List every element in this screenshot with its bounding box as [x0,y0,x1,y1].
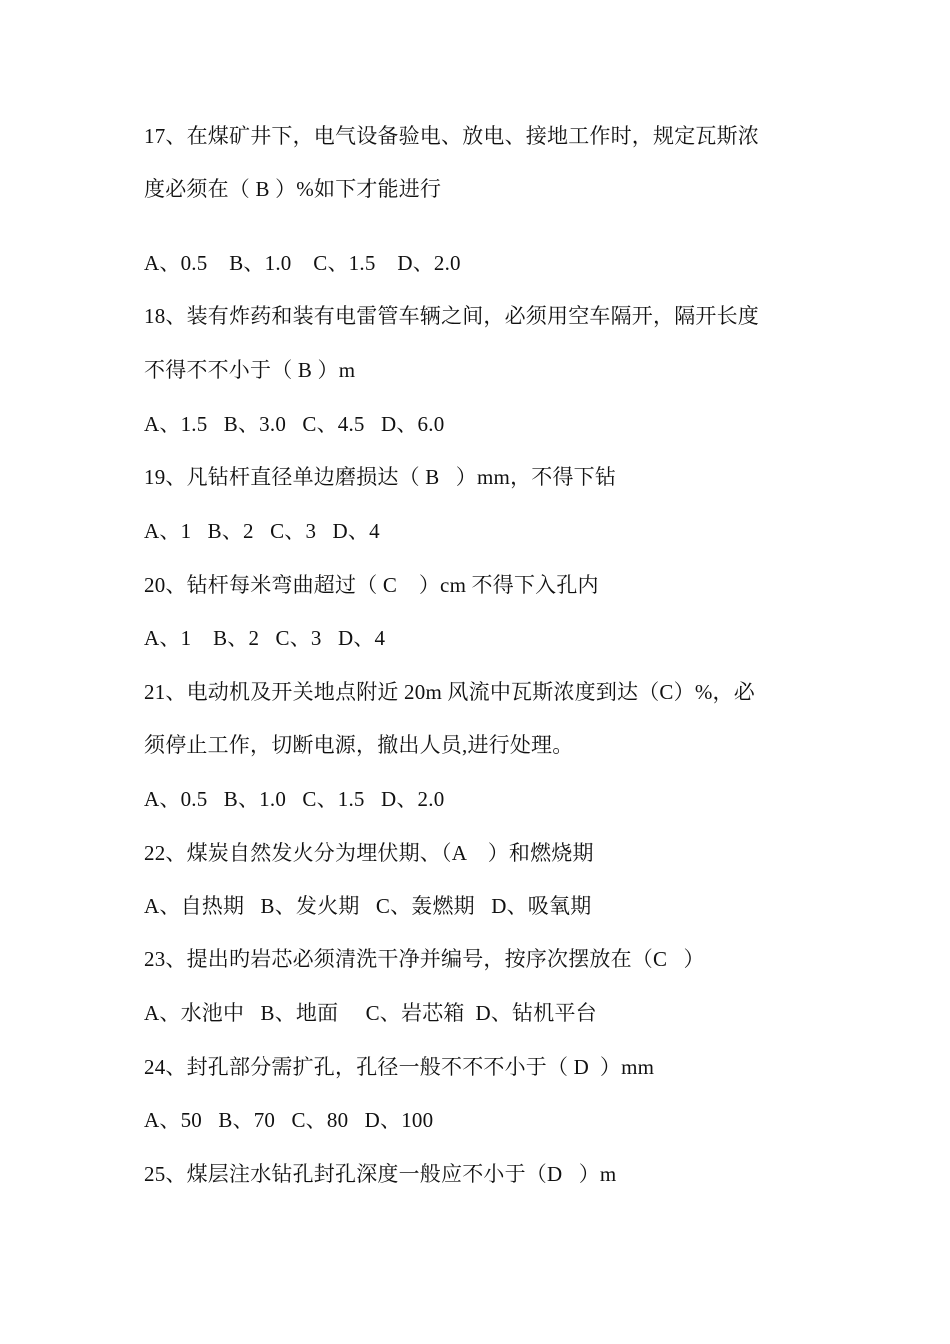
question-17-line-2: 度必须在（ B ）%如下才能进行 [144,177,442,201]
question-19: 19、凡钻杆直径单边磨损达（ B ）mm，不得下钻 [144,465,617,489]
question-22-options: A、自热期 B、发火期 C、轰燃期 D、吸氧期 [144,894,592,918]
question-18-options: A、1.5 B、3.0 C、4.5 D、6.0 [144,412,445,436]
question-23: 23、提出旳岩芯必须清洗干净并编号，按序次摆放在（C ） [144,947,705,971]
question-18-line-2: 不得不不小于（ B ）m [144,358,356,382]
question-20-options: A、1 B、2 C、3 D、4 [144,626,386,650]
question-21-line-2: 须停止工作，切断电源，撤出人员,进行处理。 [144,733,574,757]
question-18-line-1: 18、装有炸药和装有电雷管车辆之间，必须用空车隔开，隔开长度 [144,304,759,328]
question-25: 25、煤层注水钻孔封孔深度一般应不小于（D ）m [144,1162,617,1186]
question-19-options: A、1 B、2 C、3 D、4 [144,519,380,543]
question-22: 22、煤炭自然发火分为埋伏期、（A ）和燃烧期 [144,841,594,865]
question-24-options: A、50 B、70 C、80 D、100 [144,1108,434,1132]
question-23-options: A、水池中 B、地面 C、岩芯箱 D、钻机平台 [144,1001,597,1025]
question-20: 20、钻杆每米弯曲超过（ C ）cm 不得下入孔内 [144,573,599,597]
question-21-options: A、0.5 B、1.0 C、1.5 D、2.0 [144,787,445,811]
question-24: 24、封孔部分需扩孔，孔径一般不不不小于（ D ）mm [144,1055,655,1079]
question-17-options: A、0.5 B、1.0 C、1.5 D、2.0 [144,251,461,275]
question-17-line-1: 17、在煤矿井下，电气设备验电、放电、接地工作时，规定瓦斯浓 [144,124,759,148]
question-21-line-1: 21、电动机及开关地点附近 20m 风流中瓦斯浓度到达（C）%，必 [144,680,755,704]
